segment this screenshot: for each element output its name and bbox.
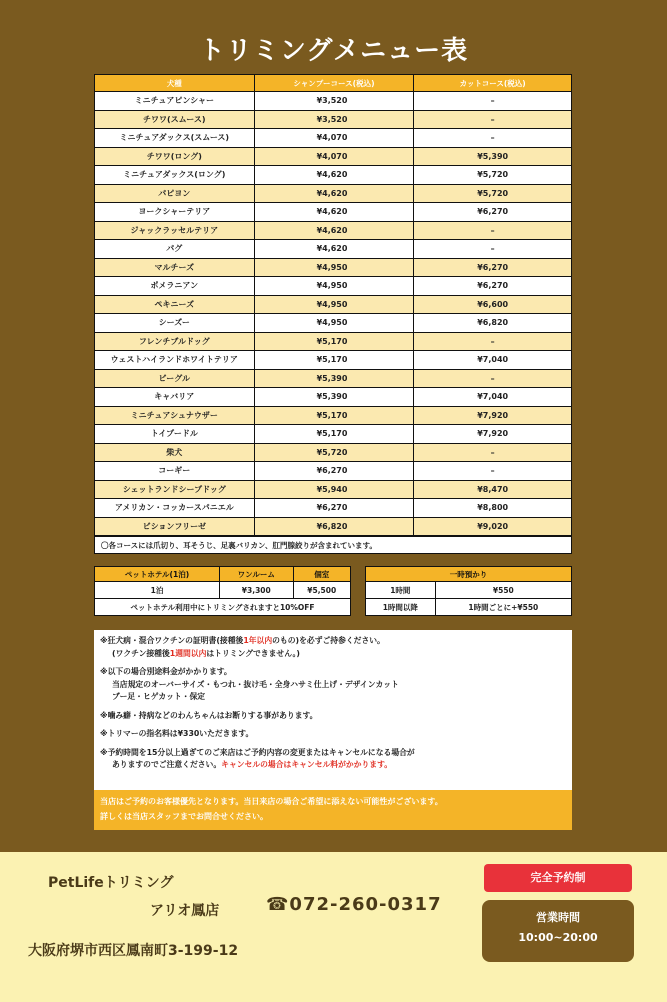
price-cell-shampoo: ¥5,170: [254, 406, 414, 425]
table-row: [95, 166, 572, 185]
price-cell-cut: ¥6,270: [414, 277, 572, 296]
phone-number[interactable]: ☎072-260-0317: [266, 894, 442, 915]
price-cell-cut: –: [414, 129, 572, 148]
price-cell-breed: アメリカン・コッカースパニエル: [95, 499, 255, 518]
price-cell-cut: ¥7,040: [414, 351, 572, 370]
header-shampoo: シャンプーコース(税込): [254, 75, 414, 92]
price-cell-shampoo: ¥5,170: [254, 425, 414, 444]
temp-cell: 1時間ごとに+¥550: [435, 599, 571, 616]
price-cell-cut: –: [414, 443, 572, 462]
price-cell-shampoo: ¥6,270: [254, 499, 414, 518]
priority-notice: 当店はご予約のお客様優先となります。当日来店の場合ご希望に添えない可能性がございます。 詳しくは当店スタッフまでお問合せください。: [94, 790, 572, 830]
table-row: [95, 406, 572, 425]
note-nomination: ※トリマーの指名料は¥330いただきます。: [100, 729, 254, 738]
address: 大阪府堺市西区鳳南町3-199-12: [28, 943, 239, 959]
note-extra-fee-items2: ブー足・ヒゲカット・保定: [112, 692, 206, 701]
table-row: [95, 110, 572, 129]
hotel-cell: 1泊: [95, 582, 220, 599]
price-cell-shampoo: ¥6,820: [254, 517, 414, 536]
price-cell-breed: ヨークシャーテリア: [95, 203, 255, 222]
price-cell-cut: –: [414, 221, 572, 240]
table-row: [95, 517, 572, 536]
price-cell-cut: ¥5,720: [414, 166, 572, 185]
hotel-header-label: ペットホテル(1泊): [95, 567, 220, 582]
shop-name: PetLifeトリミング: [48, 875, 174, 891]
price-cell-cut: ¥9,020: [414, 517, 572, 536]
hours-label: 営業時間: [536, 911, 580, 924]
price-cell-shampoo: ¥3,520: [254, 110, 414, 129]
price-cell-shampoo: ¥5,170: [254, 332, 414, 351]
price-cell-cut: –: [414, 369, 572, 388]
table-row: [95, 462, 572, 481]
table-row: [95, 443, 572, 462]
price-cell-breed: シェットランドシープドッグ: [95, 480, 255, 499]
page-title: トリミングメニュー表: [198, 36, 469, 66]
price-cell-shampoo: ¥5,940: [254, 480, 414, 499]
price-cell-breed: ミニチュアピンシャー: [95, 92, 255, 111]
price-cell-cut: –: [414, 462, 572, 481]
price-cell-breed: ポメラニアン: [95, 277, 255, 296]
price-cell-cut: ¥6,270: [414, 258, 572, 277]
price-cell-breed: フレンチブルドッグ: [95, 332, 255, 351]
table-row: [95, 258, 572, 277]
price-cell-shampoo: ¥4,950: [254, 314, 414, 333]
price-cell-breed: チワワ(ロング): [95, 147, 255, 166]
table-row: [95, 184, 572, 203]
note-refusal: ※噛み癖・持病などのわんちゃんはお断りする事があります。: [100, 710, 318, 720]
price-cell-breed: ミニチュアシュナウザー: [95, 406, 255, 425]
hotel-note: ペットホテル利用中にトリミングされますと10%OFF: [95, 599, 351, 616]
table-row: [95, 314, 572, 333]
footer: [0, 852, 667, 1002]
price-cell-shampoo: ¥6,270: [254, 462, 414, 481]
price-cell-breed: ビーグル: [95, 369, 255, 388]
price-cell-shampoo: ¥4,620: [254, 166, 414, 185]
table-row: [95, 425, 572, 444]
table-row: [95, 351, 572, 370]
table-row: [95, 203, 572, 222]
table-row: [95, 295, 572, 314]
note-vaccine-sub: (ワクチン接種後1週間以内はトリミングできません。): [112, 648, 300, 658]
price-cell-shampoo: ¥4,070: [254, 147, 414, 166]
price-cell-breed: キャバリア: [95, 388, 255, 407]
note-extra-fee: ※以下の場合別途料金がかかります。: [100, 667, 232, 676]
branch-name: アリオ鳳店: [150, 903, 220, 919]
price-table: [94, 74, 572, 536]
price-cell-shampoo: ¥4,070: [254, 129, 414, 148]
price-table-body: [95, 92, 572, 536]
price-cell-cut: –: [414, 332, 572, 351]
header-cut: カットコース(税込): [414, 75, 572, 92]
temp-header: 一時預かり: [366, 567, 572, 582]
table-row: [95, 129, 572, 148]
temp-cell: 1時間以降: [366, 599, 436, 616]
price-cell-cut: ¥5,720: [414, 184, 572, 203]
price-cell-cut: ¥5,390: [414, 147, 572, 166]
table-row: [95, 92, 572, 111]
price-cell-cut: ¥6,600: [414, 295, 572, 314]
reservation-badge: 完全予約制: [484, 864, 632, 892]
hours-value: 10:00~20:00: [518, 931, 598, 944]
price-cell-cut: ¥7,920: [414, 406, 572, 425]
table-row: [95, 388, 572, 407]
table-row: [95, 480, 572, 499]
note-vaccine: ※狂犬病・混合ワクチンの証明書(接種後1年以内のもの)を必ずご持参ください。: [100, 636, 385, 645]
price-cell-cut: ¥7,920: [414, 425, 572, 444]
price-table-header: [95, 75, 572, 92]
note-late-sub: ありますのでご注意ください。キャンセルの場合はキャンセル料がかかります。: [112, 760, 393, 769]
table-row: [95, 499, 572, 518]
price-cell-breed: ミニチュアダックス(スムース): [95, 129, 255, 148]
price-cell-breed: コーギー: [95, 462, 255, 481]
price-cell-breed: ミニチュアダックス(ロング): [95, 166, 255, 185]
price-cell-cut: –: [414, 110, 572, 129]
hotel-cell: ¥5,500: [293, 582, 351, 599]
price-cell-shampoo: ¥3,520: [254, 92, 414, 111]
price-cell-cut: ¥7,040: [414, 388, 572, 407]
price-cell-cut: ¥8,470: [414, 480, 572, 499]
price-cell-breed: マルチーズ: [95, 258, 255, 277]
hotel-header-oneroom: ワンルーム: [220, 567, 293, 582]
temp-care-table: [365, 566, 572, 616]
pet-hotel-table: [94, 566, 351, 616]
course-note: 〇各コースには爪切り、耳そうじ、足裏バリカン、肛門腺絞りが含まれています。: [94, 536, 572, 554]
price-cell-cut: ¥6,270: [414, 203, 572, 222]
table-row: [95, 147, 572, 166]
price-cell-cut: –: [414, 92, 572, 111]
price-cell-breed: パピヨン: [95, 184, 255, 203]
price-cell-shampoo: ¥5,720: [254, 443, 414, 462]
price-cell-breed: ペキニーズ: [95, 295, 255, 314]
price-cell-shampoo: ¥5,390: [254, 369, 414, 388]
price-cell-shampoo: ¥4,950: [254, 258, 414, 277]
price-cell-shampoo: ¥5,390: [254, 388, 414, 407]
price-cell-breed: トイプードル: [95, 425, 255, 444]
price-cell-breed: ビションフリーゼ: [95, 517, 255, 536]
note-late: ※予約時間を15分以上過ぎてのご来店はご予約内容の変更またはキャンセルになる場合が: [100, 747, 415, 757]
price-cell-cut: ¥8,800: [414, 499, 572, 518]
price-cell-breed: ウェストハイランドホワイトテリア: [95, 351, 255, 370]
table-row: [95, 332, 572, 351]
hotel-cell: ¥3,300: [220, 582, 293, 599]
table-row: [95, 240, 572, 259]
price-cell-shampoo: ¥4,620: [254, 221, 414, 240]
price-cell-shampoo: ¥4,950: [254, 277, 414, 296]
price-cell-shampoo: ¥4,620: [254, 240, 414, 259]
price-cell-shampoo: ¥4,950: [254, 295, 414, 314]
price-cell-shampoo: ¥4,620: [254, 184, 414, 203]
table-row: [95, 221, 572, 240]
price-cell-breed: パグ: [95, 240, 255, 259]
header-breed: 犬種: [95, 75, 255, 92]
hotel-header-private: 個室: [293, 567, 351, 582]
price-cell-breed: ジャックラッセルテリア: [95, 221, 255, 240]
price-cell-breed: シーズー: [95, 314, 255, 333]
table-row: [95, 277, 572, 296]
temp-cell: ¥550: [435, 582, 571, 599]
table-row: [95, 369, 572, 388]
price-cell-breed: チワワ(スムース): [95, 110, 255, 129]
notes-box: [94, 630, 572, 790]
price-cell-shampoo: ¥4,620: [254, 203, 414, 222]
price-cell-shampoo: ¥5,170: [254, 351, 414, 370]
note-extra-fee-items: 当店規定のオーバーサイズ・もつれ・抜け毛・全身ハサミ仕上げ・デザインカット: [112, 679, 399, 689]
price-cell-breed: 柴犬: [95, 443, 255, 462]
price-cell-cut: –: [414, 240, 572, 259]
temp-cell: 1時間: [366, 582, 436, 599]
business-hours: [482, 900, 634, 962]
price-cell-cut: ¥6,820: [414, 314, 572, 333]
